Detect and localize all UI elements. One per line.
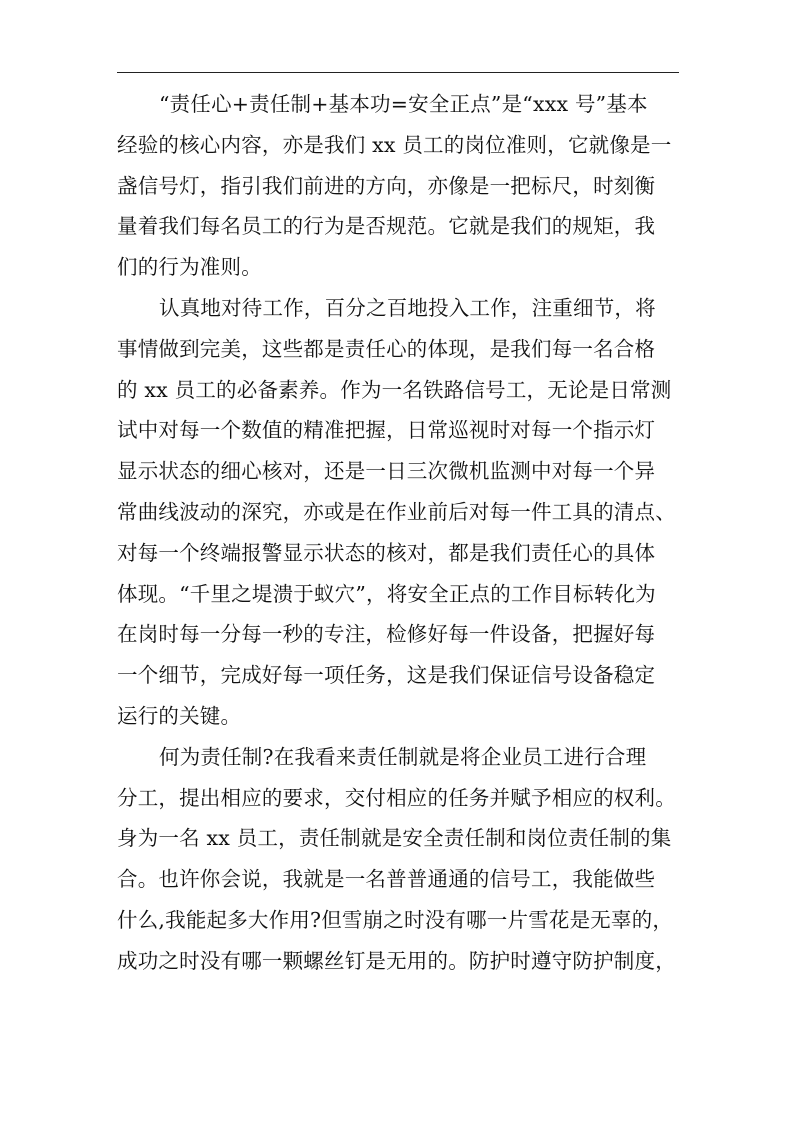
text-line: 合。也许你会说，我就是一名普普通通的信号工，我能做些 [117, 867, 656, 892]
text-line: 分工，提出相应的要求，交付相应的任务并赋予相应的权利。 [117, 785, 676, 810]
text-line: 量着我们每名员工的行为是否规范。它就是我们的规矩，我 [117, 214, 656, 239]
text-line: 一个细节，完成好每一项任务，这是我们保证信号设备稳定 [117, 663, 656, 688]
body-text [117, 84, 692, 982]
text-line: 经验的核心内容，亦是我们 xx 员工的岗位准则，它就像是一 [117, 132, 672, 157]
text-line: 们的行为准则。 [117, 255, 262, 280]
text-line: 常曲线波动的深究，亦或是在作业前后对每一件工具的清点、 [117, 499, 676, 524]
text-line: 何为责任制?在我看来责任制就是将企业员工进行合理 [159, 744, 647, 769]
text-line: 试中对每一个数值的精准把握，日常巡视时对每一个指示灯 [117, 418, 656, 443]
text-line: 盏信号灯，指引我们前进的方向，亦像是一把标尺，时刻衡 [117, 173, 656, 198]
text-line: 身为一名 xx 员工，责任制就是安全责任制和岗位责任制的集 [117, 826, 672, 851]
text-line: 事情做到完美，这些都是责任心的体现，是我们每一名合格 [117, 336, 656, 361]
text-line: 认真地对待工作，百分之百地投入工作，注重细节，将 [159, 295, 656, 320]
paragraph-3 [117, 737, 692, 982]
text-line: 体现。“千里之堤溃于蚁穴”，将安全正点的工作目标转化为 [117, 581, 656, 606]
text-line: 运行的关键。 [117, 703, 242, 728]
text-line: “责任心+责任制+基本功=安全正点”是“xxx 号”基本 [159, 92, 648, 116]
text-line: 在岗时每一分每一秒的专注，检修好每一件设备，把握好每 [117, 622, 656, 647]
paragraph-2 [117, 288, 692, 737]
text-line: 什么,我能起多大作用?但雪崩之时没有哪一片雪花是无辜的， [117, 907, 674, 932]
text-line: 对每一个终端报警显示状态的核对，都是我们责任心的具体 [117, 540, 656, 565]
header-rule [117, 72, 679, 73]
text-line: 成功之时没有哪一颗螺丝钉是无用的。防护时遵守防护制度， [117, 948, 676, 973]
text-line: 显示状态的细心核对，还是一日三次微机监测中对每一个异 [117, 459, 656, 484]
paragraph-1 [117, 84, 692, 288]
text-line: 的 xx 员工的必备素养。作为一名铁路信号工，无论是日常测 [117, 377, 672, 402]
